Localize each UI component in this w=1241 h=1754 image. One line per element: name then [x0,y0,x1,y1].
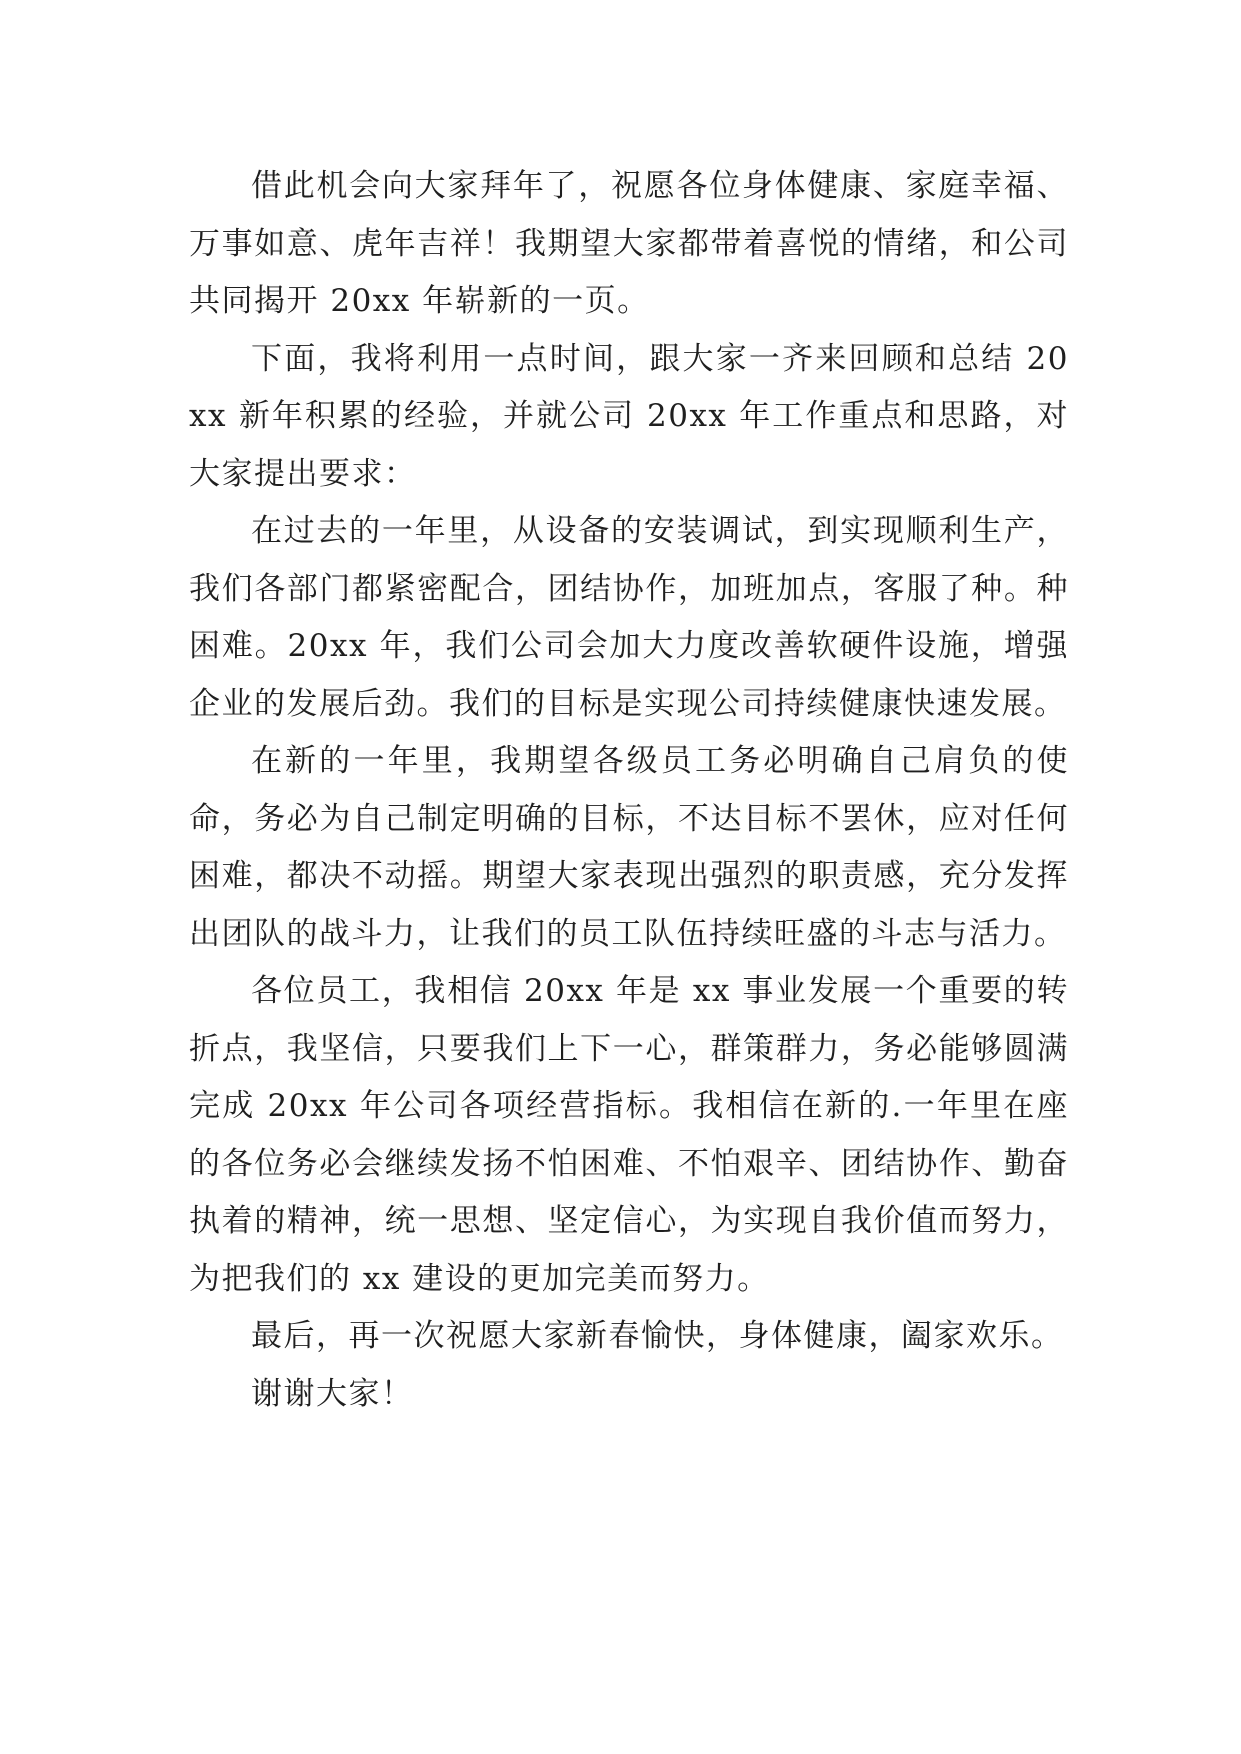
paragraph-review-intro: 下面，我将利用一点时间，跟大家一齐来回顾和总结 20xx 新年积累的经验，并就公司 20xx 年工作重点和思路，对大家提出要求： [189,340,1069,492]
paragraph-closing-wishes: 最后，再一次祝愿大家新春愉快，身体健康，阖家欢乐。 [251,1318,1064,1354]
paragraph-confidence: 各位员工，我相信 20xx 年是 xx 事业发展一个重要的转折点，我坚信，只要我们上下一心，群策群力，务必能够圆满完成 20xx 年公司各项经营指标。我相信在新的.一年里在座的各位务必会继续发扬不怕困难、不怕艰辛、团结协作、勤奋执着的精神，统一思想、坚定信心，为实现自我价值而努力，为把我们的 xx 建设的更加完美而努力。 [189,973,1069,1297]
document-body [189,158,1069,1423]
paragraph-thanks: 谢谢大家！ [251,1375,414,1412]
paragraph-new-year-goals: 在新的一年里，我期望各级员工务必明确自己肩负的使命，务必为自己制定明确的目标，不达目标不罢休，应对任何困难，都决不动摇。期望大家表现出强烈的职责感，充分发挥出团队的战斗力，让我们的员工队伍持续旺盛的斗志与活力。 [189,743,1069,952]
paragraph-past-year: 在过去的一年里，从设备的安装调试，到实现顺利生产，我们各部门都紧密配合，团结协作，加班加点，客服了种。种困难。20xx 年，我们公司会加大力度改善软硬件设施，增强企业的发展后劲。我们的目标是实现公司持续健康快速发展。 [189,513,1069,722]
paragraph-new-year-greeting: 借此机会向大家拜年了，祝愿各位身体健康、家庭幸福、万事如意、虎年吉祥！我期望大家都带着喜悦的情绪，和公司共同揭开 20xx 年崭新的一页。 [189,168,1069,319]
